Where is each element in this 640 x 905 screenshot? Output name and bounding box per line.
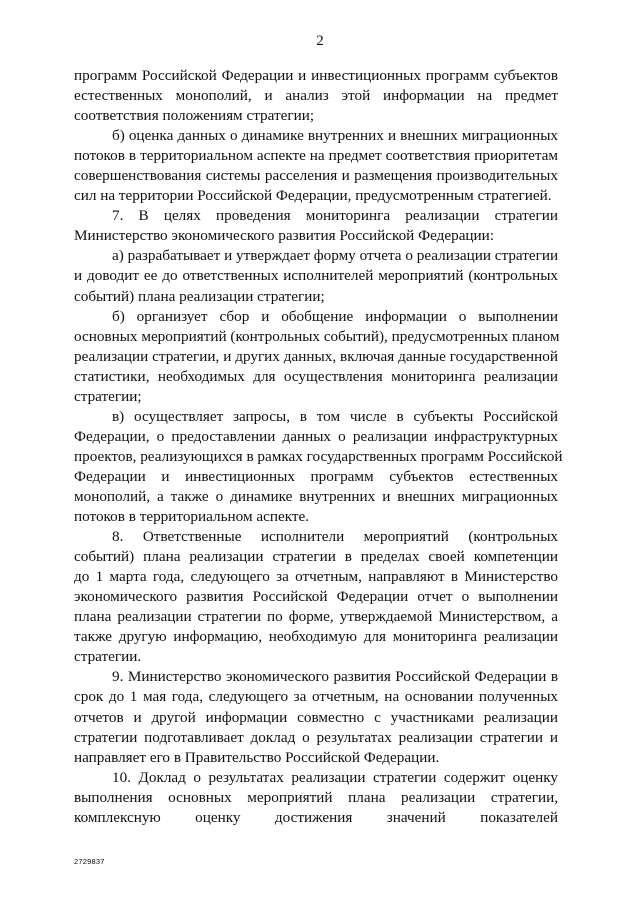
text-line: потоков в территориальном аспекте на предмет соответствия приоритетам xyxy=(74,147,558,165)
text-line: б) оценка данных о динамике внутренних и внешних миграционных xyxy=(112,127,558,145)
text-line: 9. Министерство экономического развития Российской Федерации в xyxy=(112,668,558,686)
text-line: реализации стратегии, и других данных, включая данные государственной xyxy=(74,347,558,365)
text-line: стратегии подготавливает доклад о результатах реализации стратегии и xyxy=(74,728,558,746)
text-line: комплексную оценку достижения значений показателей xyxy=(74,808,558,826)
text-line: и доводит ее до ответственных исполнителей мероприятий (контрольных xyxy=(74,267,558,285)
text-line: Федерации и инвестиционных программ субъектов естественных xyxy=(74,467,558,485)
text-line: сил на территории Российской Федерации, предусмотренным стратегией. xyxy=(74,187,552,205)
text-line: срок до 1 мая года, следующего за отчетным, на основании полученных xyxy=(74,688,558,706)
text-line: совершенствования системы расселения и размещения производительных xyxy=(74,167,558,185)
text-line: в) осуществляет запросы, в том числе в субъекты Российской xyxy=(112,407,558,425)
text-line: а) разрабатывает и утверждает форму отчета о реализации стратегии xyxy=(112,247,559,265)
text-line: 10. Доклад о результатах реализации стратегии содержит оценку xyxy=(112,768,558,786)
text-line: 8. Ответственные исполнители мероприятий (контрольных xyxy=(112,528,558,546)
text-line: проектов, реализующихся в рамках государственных программ Российской xyxy=(74,447,563,465)
text-line: событий) плана реализации стратегии в пределах своей компетенции xyxy=(74,548,558,566)
text-line: стратегии; xyxy=(74,387,142,405)
text-line: Министерство экономического развития Российской Федерации: xyxy=(74,227,495,245)
text-line: б) организует сбор и обобщение информации о выполнении xyxy=(112,307,558,325)
text-line: экономического развития Российской Федерации отчет о выполнении xyxy=(74,588,558,606)
text-line: плана реализации стратегии по форме, утверждаемой Министерством, а xyxy=(74,608,558,626)
document-id: 2729837 xyxy=(74,857,105,866)
text-line: программ Российской Федерации и инвестиционных программ субъектов xyxy=(74,67,558,84)
text-line: выполнения основных мероприятий плана реализации стратегии, xyxy=(74,788,558,806)
text-line: основных мероприятий (контрольных событий), предусмотренных планом xyxy=(74,327,560,345)
text-line: стратегии. xyxy=(74,648,142,666)
text-line: потоков в территориальном аспекте. xyxy=(74,508,310,526)
text-line: 7. В целях проведения мониторинга реализации стратегии xyxy=(112,207,558,225)
text-line: также другую информацию, необходимую для мониторинга реализации xyxy=(74,628,558,646)
text-line: статистики, необходимых для осуществления мониторинга реализации xyxy=(74,367,558,385)
text-line: событий) плана реализации стратегии; xyxy=(74,287,325,305)
text-line: Федерации, о предоставлении данных о реализации инфраструктурных xyxy=(74,427,558,445)
text-line: до 1 марта года, следующего за отчетным, направляют в Министерство xyxy=(74,568,558,586)
text-line: соответствия положениям стратегии; xyxy=(74,107,315,125)
text-line: естественных монополий, и анализ этой информации на предмет xyxy=(74,87,558,105)
text-line: направляет его в Правительство Российской Федерации. xyxy=(74,748,440,766)
document-body xyxy=(74,66,563,828)
page-number: 2 xyxy=(316,33,324,49)
text-line: монополий, а также о динамике внутренних и внешних миграционных xyxy=(74,487,558,505)
text-line: отчетов и другой информации совместно с участниками реализации xyxy=(74,708,558,726)
